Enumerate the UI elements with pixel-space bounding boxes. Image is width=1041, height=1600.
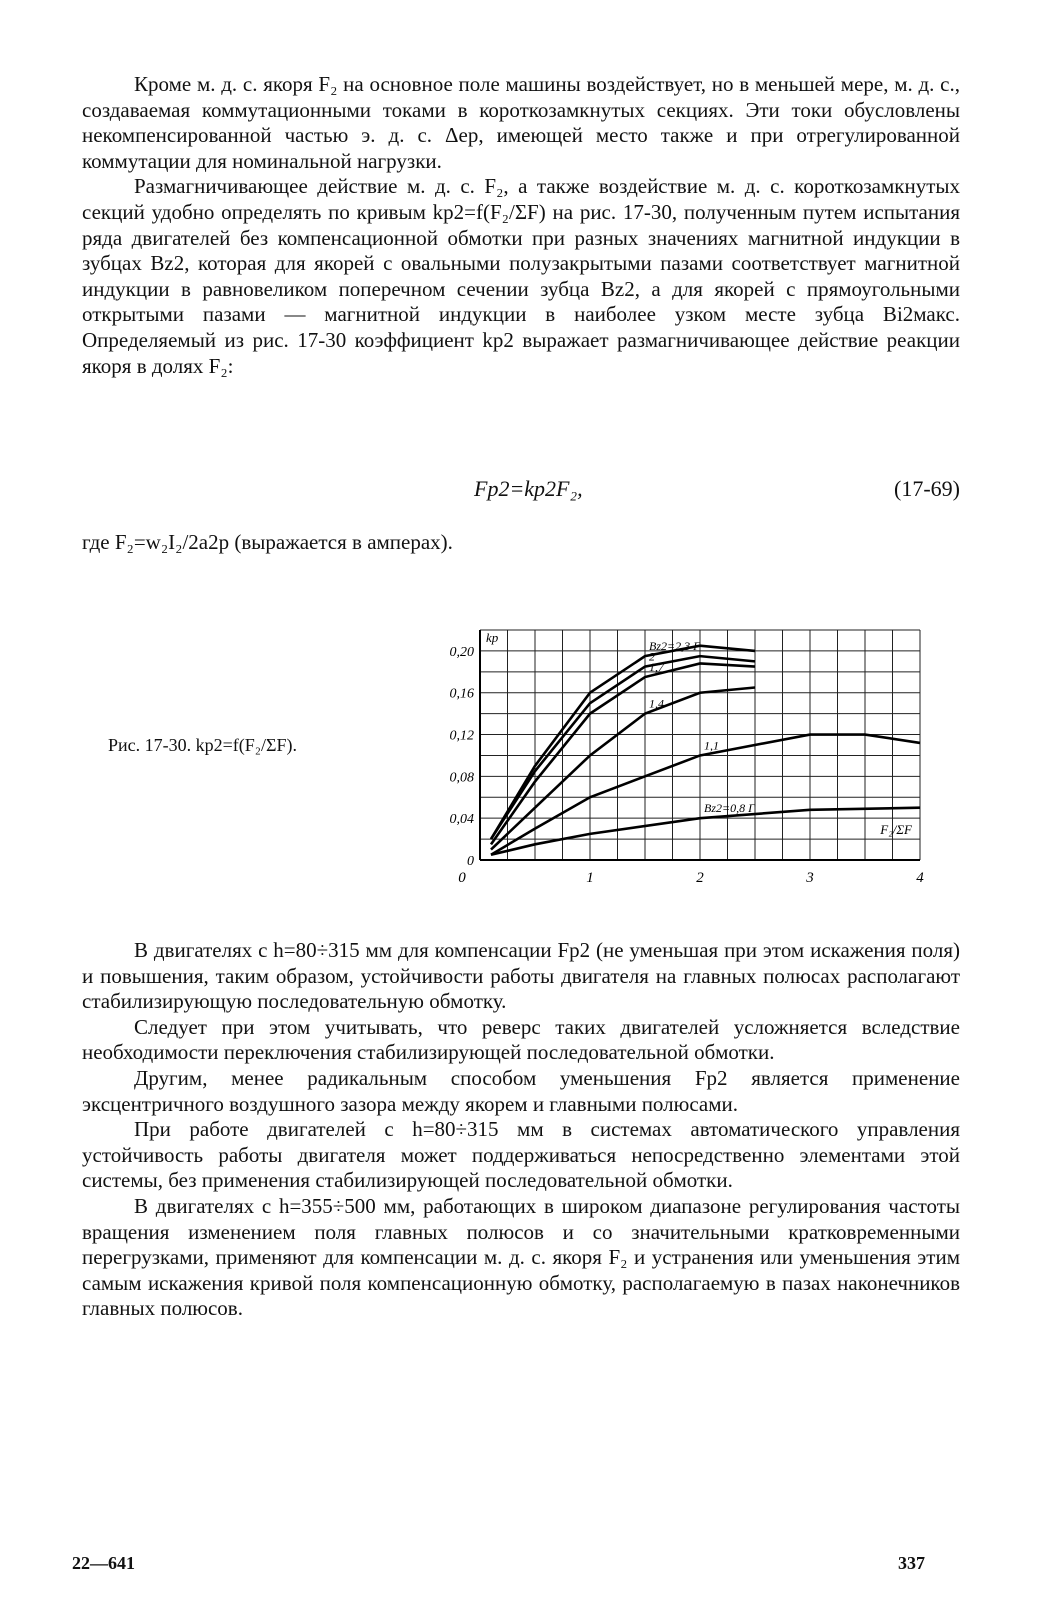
- y-tick-label: 0,04: [449, 812, 474, 828]
- paragraph: Другим, менее радикальным способом уменьшения Fр2 является применение эксцентричного воздушного зазора между якорем и главными полюсами.: [82, 1065, 960, 1116]
- series-label: Bz2=2,3 Г: [649, 639, 700, 654]
- paragraph: В двигателях с h=355÷500 мм, работающих в широком диапазоне регулирования частоты вращения изменением поля главных полюсов и со значительными кратковременными перегрузками, применяют для компенсации м. д. с. якоря F₂ и устранения или уменьшения этим самым искажения кривой поля компенсационную обмотку, располагаемую в пазах наконечников главных полюсов.: [82, 1193, 960, 1321]
- series-label: 1,7: [649, 660, 664, 675]
- paragraph: При работе двигателей с h=80÷315 мм в системах автоматического управления устойчивость работы двигателя может поддерживаться непосредственно элементами этой системы, без применения стабилизирующей последовательной обмотки.: [82, 1117, 960, 1193]
- chart-svg: [420, 600, 940, 900]
- paragraph: В двигателях с h=80÷315 мм для компенсации Fр2 (не уменьшая при этом искажения поля) и повышения, таким образом, устойчивости работы двигателя на главных полюсах располагают стабилизирующую последовательную обмотку.: [82, 938, 960, 1014]
- paragraph: Кроме м. д. с. якоря F₂ на основное поле машины воздействует, но в меньшей мере, м. д. с., создаваемая коммутационными токами в короткозамкнутых секциях. Эти токи обусловлены некомпенсированной частью э. д. с. Δeр, имеющей место также и при отрегулированной коммутации для номинальной нагрузки.: [82, 72, 960, 173]
- y-axis-label: kр: [486, 630, 499, 645]
- series-line: [491, 688, 755, 850]
- y-tick-label: 0,12: [449, 728, 474, 744]
- series-label: 1,1: [704, 738, 719, 753]
- x-tick-label: 4: [916, 870, 924, 886]
- x-tick-label: 3: [806, 870, 814, 886]
- page-number: 337: [898, 1553, 925, 1573]
- series-line: [491, 735, 920, 855]
- paragraph: Следует при этом учитывать, что реверс таких двигателей усложняется вследствие необходимости переключения стабилизирующей последовательной обмотки.: [82, 1014, 960, 1065]
- text-block-top: [82, 72, 960, 379]
- y-tick-label: 0: [467, 854, 474, 869]
- text-block-bottom: [82, 938, 960, 1322]
- x-tick-label: 1: [586, 870, 594, 886]
- series-label: 1,4: [649, 696, 664, 711]
- formula-number: (17-69): [894, 476, 960, 501]
- figure-caption: Рис. 17-30. kр2=f(F₂/ΣF).: [108, 735, 298, 755]
- y-tick-label: 0,20: [449, 644, 474, 660]
- printer-signature: 22—641: [72, 1553, 135, 1573]
- series-label: 2: [649, 649, 655, 664]
- y-tick-label: 0,16: [449, 686, 474, 702]
- x-axis-label: F₂/ΣF: [880, 822, 912, 837]
- figure-17-30: [420, 600, 940, 900]
- formula-expression: Fр2=kр2F₂,: [474, 476, 583, 501]
- x-tick-label: 2: [696, 870, 704, 886]
- where-line: где F₂=w₂I₂/2a2p (выражается в амперах).: [82, 530, 453, 554]
- y-tick-label: 0,08: [449, 770, 474, 786]
- series-label: Bz2=0,8 Г: [704, 801, 755, 816]
- x-tick-label: 0: [458, 870, 466, 886]
- formula-17-69: [82, 476, 960, 506]
- paragraph: Размагничивающее действие м. д. с. F₂, а также воздействие м. д. с. короткозамкнутых секций удобно определять по кривым kр2=f(F₂/ΣF) на рис. 17-30, полученным путем испытания ряда двигателей без компенсационной обмотки при разных значениях магнитной индукции в зубцах Bz2, которая для якорей с овальными полузакрытыми пазами соответствует магнитной индукции в равновеликом поперечном сечении зубца Bz2, а для якорей с прямоугольными открытыми пазами — магнитной индукции в наиболее узком месте зубца Bi2макс. Определяемый из рис. 17-30 коэффициент kр2 выражает размагничивающее действие реакции якоря в долях F₂:: [82, 174, 960, 378]
